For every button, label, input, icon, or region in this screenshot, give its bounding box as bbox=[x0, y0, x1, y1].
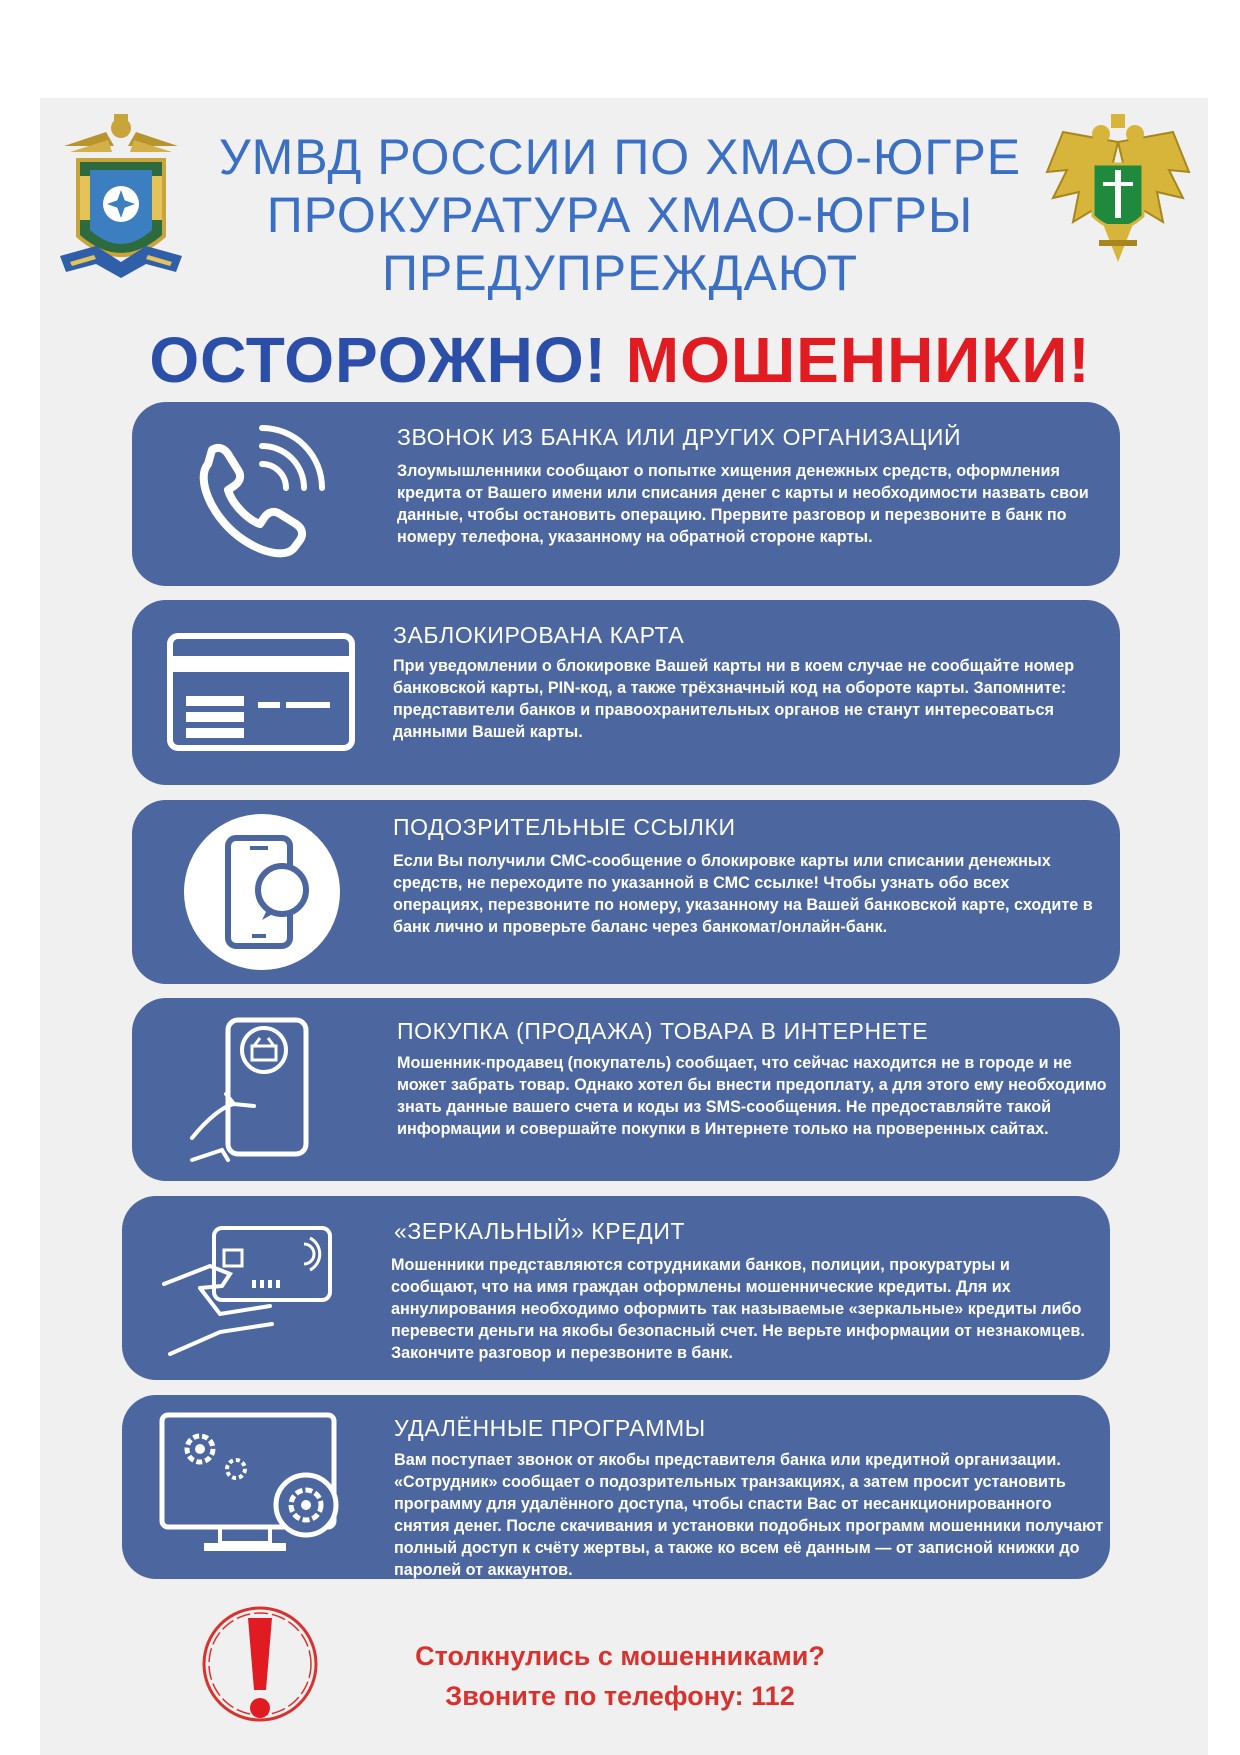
card-remote-programs bbox=[122, 1395, 1110, 1579]
phone-icon bbox=[186, 418, 336, 568]
bank-card-icon bbox=[166, 632, 356, 752]
card-text: Мошенник-продавец (покупатель) сообщает, что сейчас находится не в городе и не может забрать товар. Однако хотел бы внести предоплату, а для этого ему необходимо знать данные вашего счета и коды из SMS-сообщения. Не предоставляйте такой информации и совершайте покупки в Интернете только на проверенных сайтах. bbox=[397, 1054, 1107, 1138]
card-bank-call bbox=[132, 402, 1120, 586]
card-blocked-card bbox=[132, 600, 1120, 785]
card-mirror-credit bbox=[122, 1196, 1110, 1380]
card-text: Если Вы получили СМС-сообщение о блокировке карты или списании денежных средств, не переходите по указанной в СМС ссылке! Чтобы узнать обо всех операциях, перезвоните по номеру, указанному на Вашей банковской карте, сходите в банк лично и проверьте баланс через банкомат/онлайн-банк. bbox=[393, 852, 1093, 936]
footer-callout bbox=[360, 1636, 880, 1716]
card-suspicious-links bbox=[132, 800, 1120, 984]
slogan-fraudsters: МОШЕННИКИ! bbox=[625, 324, 1091, 396]
card-title: УДАЛЁННЫЕ ПРОГРАММЫ bbox=[394, 1415, 706, 1441]
card-text: Вам поступает звонок от якобы представителя банка или кредитной организации. «Сотрудник» сообщает о подозрительных транзакциях, а затем просит установить программу для удалённого доступа, чтобы спасти Вас от несанкционированного снятия денег. После скачивания и установки подобных программ мошенники получают полный доступ к счёту жертвы, а также ко всем её данным — от записной книжки до паролей от аккаунтов. bbox=[394, 1451, 1104, 1579]
card-title: ЗВОНОК ИЗ БАНКА ИЛИ ДРУГИХ ОРГАНИЗАЦИЙ bbox=[397, 424, 962, 450]
online-shopping-icon bbox=[182, 1010, 342, 1170]
contactless-card-icon bbox=[160, 1214, 340, 1364]
header-line-1: УМВД РОССИИ ПО ХМАО-ЮГРЕ bbox=[218, 129, 1022, 185]
card-title: ЗАБЛОКИРОВАНА КАРТА bbox=[393, 622, 685, 648]
police-emblem-icon bbox=[56, 106, 186, 284]
header-line-2: ПРОКУРАТУРА ХМАО-ЮГРЫ bbox=[266, 187, 974, 243]
card-online-shopping bbox=[132, 998, 1120, 1181]
slogan-caution: ОСТОРОЖНО! bbox=[149, 324, 607, 396]
header-title bbox=[180, 128, 1060, 302]
footer-call-number: Звоните по телефону: 112 bbox=[445, 1681, 795, 1711]
card-text: Злоумышленники сообщают о попытке хищения денежных средств, оформления кредита от Вашего имени или списания денег с карты и необходимости назвать свои данные, чтобы остановить операцию. Прервите разговор и перезвоните в банк по номеру телефона, указанному на обратной стороне карты. bbox=[397, 462, 1089, 546]
header-line-3: ПРЕДУПРЕЖДАЮТ bbox=[381, 245, 859, 301]
smartphone-message-icon bbox=[182, 812, 342, 972]
card-title: «ЗЕРКАЛЬНЫЙ» КРЕДИТ bbox=[394, 1218, 686, 1244]
prosecutor-emblem-icon bbox=[1043, 112, 1193, 272]
card-title: ПОКУПКА (ПРОДАЖА) ТОВАРА В ИНТЕРНЕТЕ bbox=[397, 1018, 929, 1044]
monitor-gears-icon bbox=[158, 1411, 348, 1561]
footer-question: Столкнулись с мошенниками? bbox=[415, 1641, 825, 1671]
card-text: Мошенники представляются сотрудниками банков, полиции, прокуратуры и сообщают, что на имя граждан оформлены мошеннические кредиты. Для их аннулирования необходимо оформить так называемые «зеркальные» кредиты либо перевести деньги на якобы безопасный счет. Не верьте информации от незнакомцев. Закончите разговор и перезвоните в банк. bbox=[391, 1256, 1085, 1362]
exclamation-icon bbox=[196, 1598, 324, 1730]
card-title: ПОДОЗРИТЕЛЬНЫЕ ССЫЛКИ bbox=[393, 814, 736, 840]
warning-slogan bbox=[0, 322, 1240, 398]
card-text: При уведомлении о блокировке Вашей карты ни в коем случае не сообщайте номер банковской карты, PIN-код, а также трёхзначный код на обороте карты. Запомните: представители банков и правоохранительных органов не станут интересоваться данными Вашей карты. bbox=[393, 657, 1075, 741]
